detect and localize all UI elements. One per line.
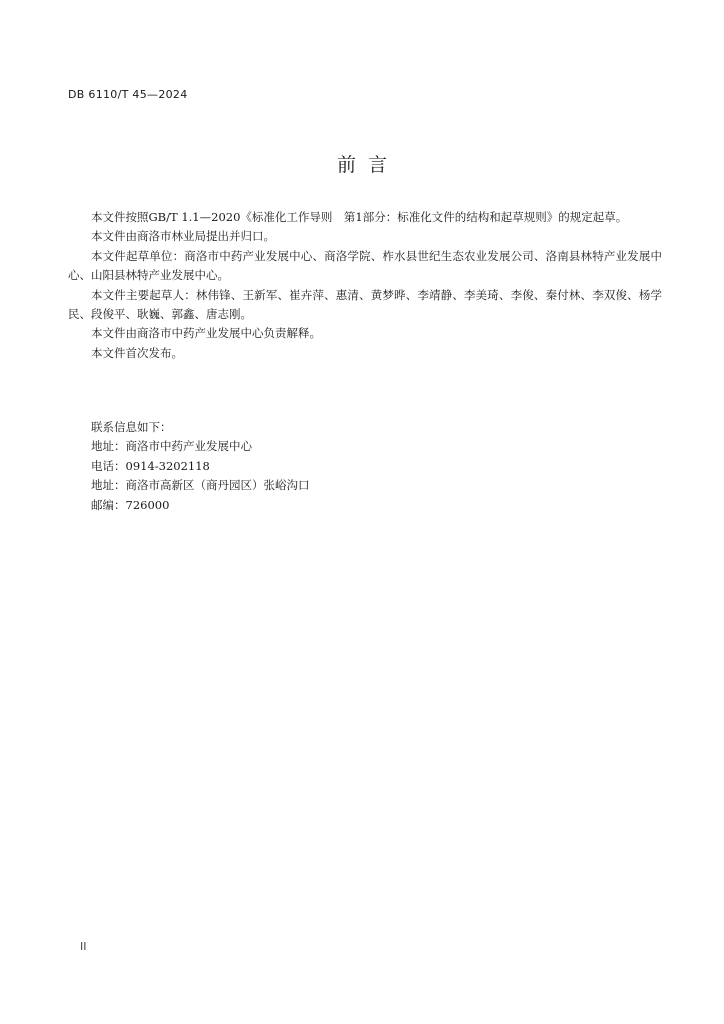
contact-phone: 电话：0914-3202118	[91, 458, 210, 473]
contact-address-2: 地址：商洛市高新区（商丹园区）张峪沟口	[91, 478, 310, 493]
paragraph-interpretation: 本文件由商洛市中药产业发展中心负责解释。	[91, 326, 321, 341]
paragraph-proposer: 本文件由商洛市林业局提出并归口。	[91, 229, 275, 244]
paragraph-drafting-basis: 本文件按照GB/T 1.1—2020《标准化工作导则 第1部分：标准化文件的结构和起草规则》的规定起草。	[91, 210, 628, 224]
contact-postcode: 邮编：726000	[91, 497, 170, 512]
contact-heading: 联系信息如下：	[91, 420, 172, 434]
page-title: 前 言	[336, 154, 388, 176]
contact-address-1: 地址：商洛市中药产业发展中心	[91, 439, 252, 454]
paragraph-drafting-units: 本文件起草单位：商洛市中药产业发展中心、商洛学院、柞水县世纪生态农业发展公司、洛南县林特产业发展中心、山阳县林特产业发展中心。	[68, 248, 662, 283]
paragraph-drafters: 本文件主要起草人：林伟锋、王新军、崔卉萍、惠清、黄梦晔、李靖静、李美琦、李俊、秦付林、李双俊、杨学民、段俊平、耿巍、郭鑫、唐志刚。	[68, 287, 662, 322]
document-code: DB 6110/T 45—2024	[68, 88, 188, 101]
paragraph-first-release: 本文件首次发布。	[91, 345, 183, 360]
foreword-body	[68, 208, 662, 363]
contact-info	[91, 418, 310, 515]
page-number: II	[80, 940, 87, 953]
